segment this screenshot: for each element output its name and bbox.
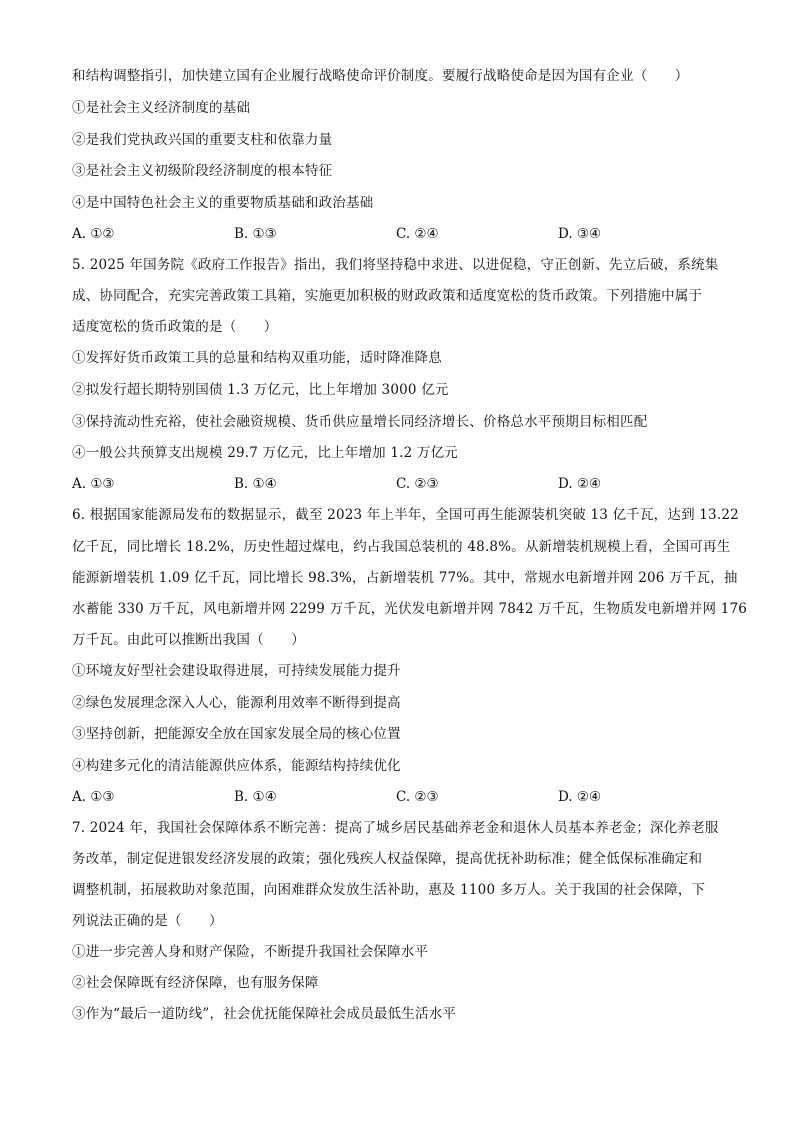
q6-stem-line-2: 亿千瓦，同比增长 18.2%，历史性超过煤电，约占我国总装机的 48.8%。从新增装机规模上看，全国可再生 bbox=[72, 539, 731, 555]
q6-stem-line-4: 水蓄能 330 万千瓦，风电新增并网 2299 万千瓦，光伏发电新增并网 7842 万千瓦，生物质发电新增并网 176 bbox=[72, 601, 748, 617]
q4-statement-1: ①是社会主义经济制度的基础 bbox=[72, 100, 251, 116]
q6-stem-line-5: 万千瓦。由此可以推断出我国（ ） bbox=[72, 632, 305, 648]
q5-stem-line-2: 成、协同配合，充实完善政策工具箱，实施更加积极的财政政策和适度宽松的货币政策。下列措施中属于 bbox=[72, 288, 703, 304]
q4-option-c: C. ②④ bbox=[396, 226, 439, 242]
q4-option-d: D. ③④ bbox=[558, 226, 602, 242]
q4-option-b: B. ①③ bbox=[234, 226, 277, 242]
q4-stem-tail: 和结构调整指引，加快建立国有企业履行战略使命评价制度。要履行战略使命是因为国有企业（ ） bbox=[72, 68, 689, 84]
q6-statement-2: ②绿色发展理念深入人心，能源利用效率不断得到提高 bbox=[72, 695, 401, 711]
q7-stem-line-2: 务改革，制定促进银发经济发展的政策；强化残疾人权益保障，提高优抚补助标准；健全低保标准确定和 bbox=[72, 851, 703, 867]
q4-statement-2: ②是我们党执政兴国的重要支柱和依靠力量 bbox=[72, 132, 333, 148]
q5-option-b: B. ①④ bbox=[234, 476, 277, 492]
q6-statement-3: ③坚持创新，把能源安全放在国家发展全局的核心位置 bbox=[72, 726, 401, 742]
q5-stem-line-3: 适度宽松的货币政策的是（ ） bbox=[72, 319, 278, 335]
q5-statement-4: ④一般公共预算支出规模 29.7 万亿元，比上年增加 1.2 万亿元 bbox=[72, 445, 458, 461]
q6-statement-4: ④构建多元化的清洁能源供应体系，能源结构持续优化 bbox=[72, 758, 401, 774]
q5-option-c: C. ②③ bbox=[396, 476, 439, 492]
q7-statement-2: ②社会保障既有经济保障，也有服务保障 bbox=[72, 975, 319, 991]
q6-option-b: B. ①④ bbox=[234, 789, 277, 805]
q6-option-d: D. ②④ bbox=[558, 789, 602, 805]
q6-stem-line-3: 能源新增装机 1.09 亿千瓦，同比增长 98.3%，占新增装机 77%。其中，常规水电新增并网 206 万千瓦，抽 bbox=[72, 570, 738, 586]
q5-option-a: A. ①③ bbox=[72, 476, 115, 492]
q5-option-d: D. ②④ bbox=[558, 476, 602, 492]
q7-statement-1: ①进一步完善人身和财产保险，不断提升我国社会保障水平 bbox=[72, 944, 429, 960]
q4-option-a: A. ①② bbox=[72, 226, 115, 242]
q6-option-a: A. ①③ bbox=[72, 789, 115, 805]
q5-statement-3: ③保持流动性充裕，使社会融资规模、货币供应量增长同经济增长、价格总水平预期目标相匹配 bbox=[72, 414, 648, 430]
q5-statement-1: ①发挥好货币政策工具的总量和结构双重功能，适时降准降息 bbox=[72, 350, 442, 366]
q6-statement-1: ①环境友好型社会建设取得进展，可持续发展能力提升 bbox=[72, 663, 401, 679]
q6-option-c: C. ②③ bbox=[396, 789, 439, 805]
q7-stem-line-1: 7. 2024 年，我国社会保障体系不断完善：提高了城乡居民基础养老金和退休人员基本养老金；深化养老服 bbox=[72, 820, 719, 836]
q5-stem-line-1: 5. 2025 年国务院《政府工作报告》指出，我们将坚持稳中求进、以进促稳，守正创新、先立后破，系统集 bbox=[72, 257, 719, 273]
q7-statement-3: ③作为“最后一道防线”，社会优抚能保障社会成员最低生活水平 bbox=[72, 1006, 457, 1022]
q7-stem-line-4: 列说法正确的是（ ） bbox=[72, 913, 223, 929]
q6-stem-line-1: 6. 根据国家能源局发布的数据显示，截至 2023 年上半年，全国可再生能源装机突破 13 亿千瓦，达到 13.22 bbox=[72, 507, 739, 523]
q5-statement-2: ②拟发行超长期特别国债 1.3 万亿元，比上年增加 3000 亿元 bbox=[72, 382, 449, 398]
q4-statement-4: ④是中国特色社会主义的重要物质基础和政治基础 bbox=[72, 195, 374, 211]
q7-stem-line-3: 调整机制，拓展救助对象范围，向困难群众发放生活补助，惠及 1100 多万人。关于我国的社会保障，下 bbox=[72, 882, 706, 898]
q4-statement-3: ③是社会主义初级阶段经济制度的根本特征 bbox=[72, 163, 333, 179]
